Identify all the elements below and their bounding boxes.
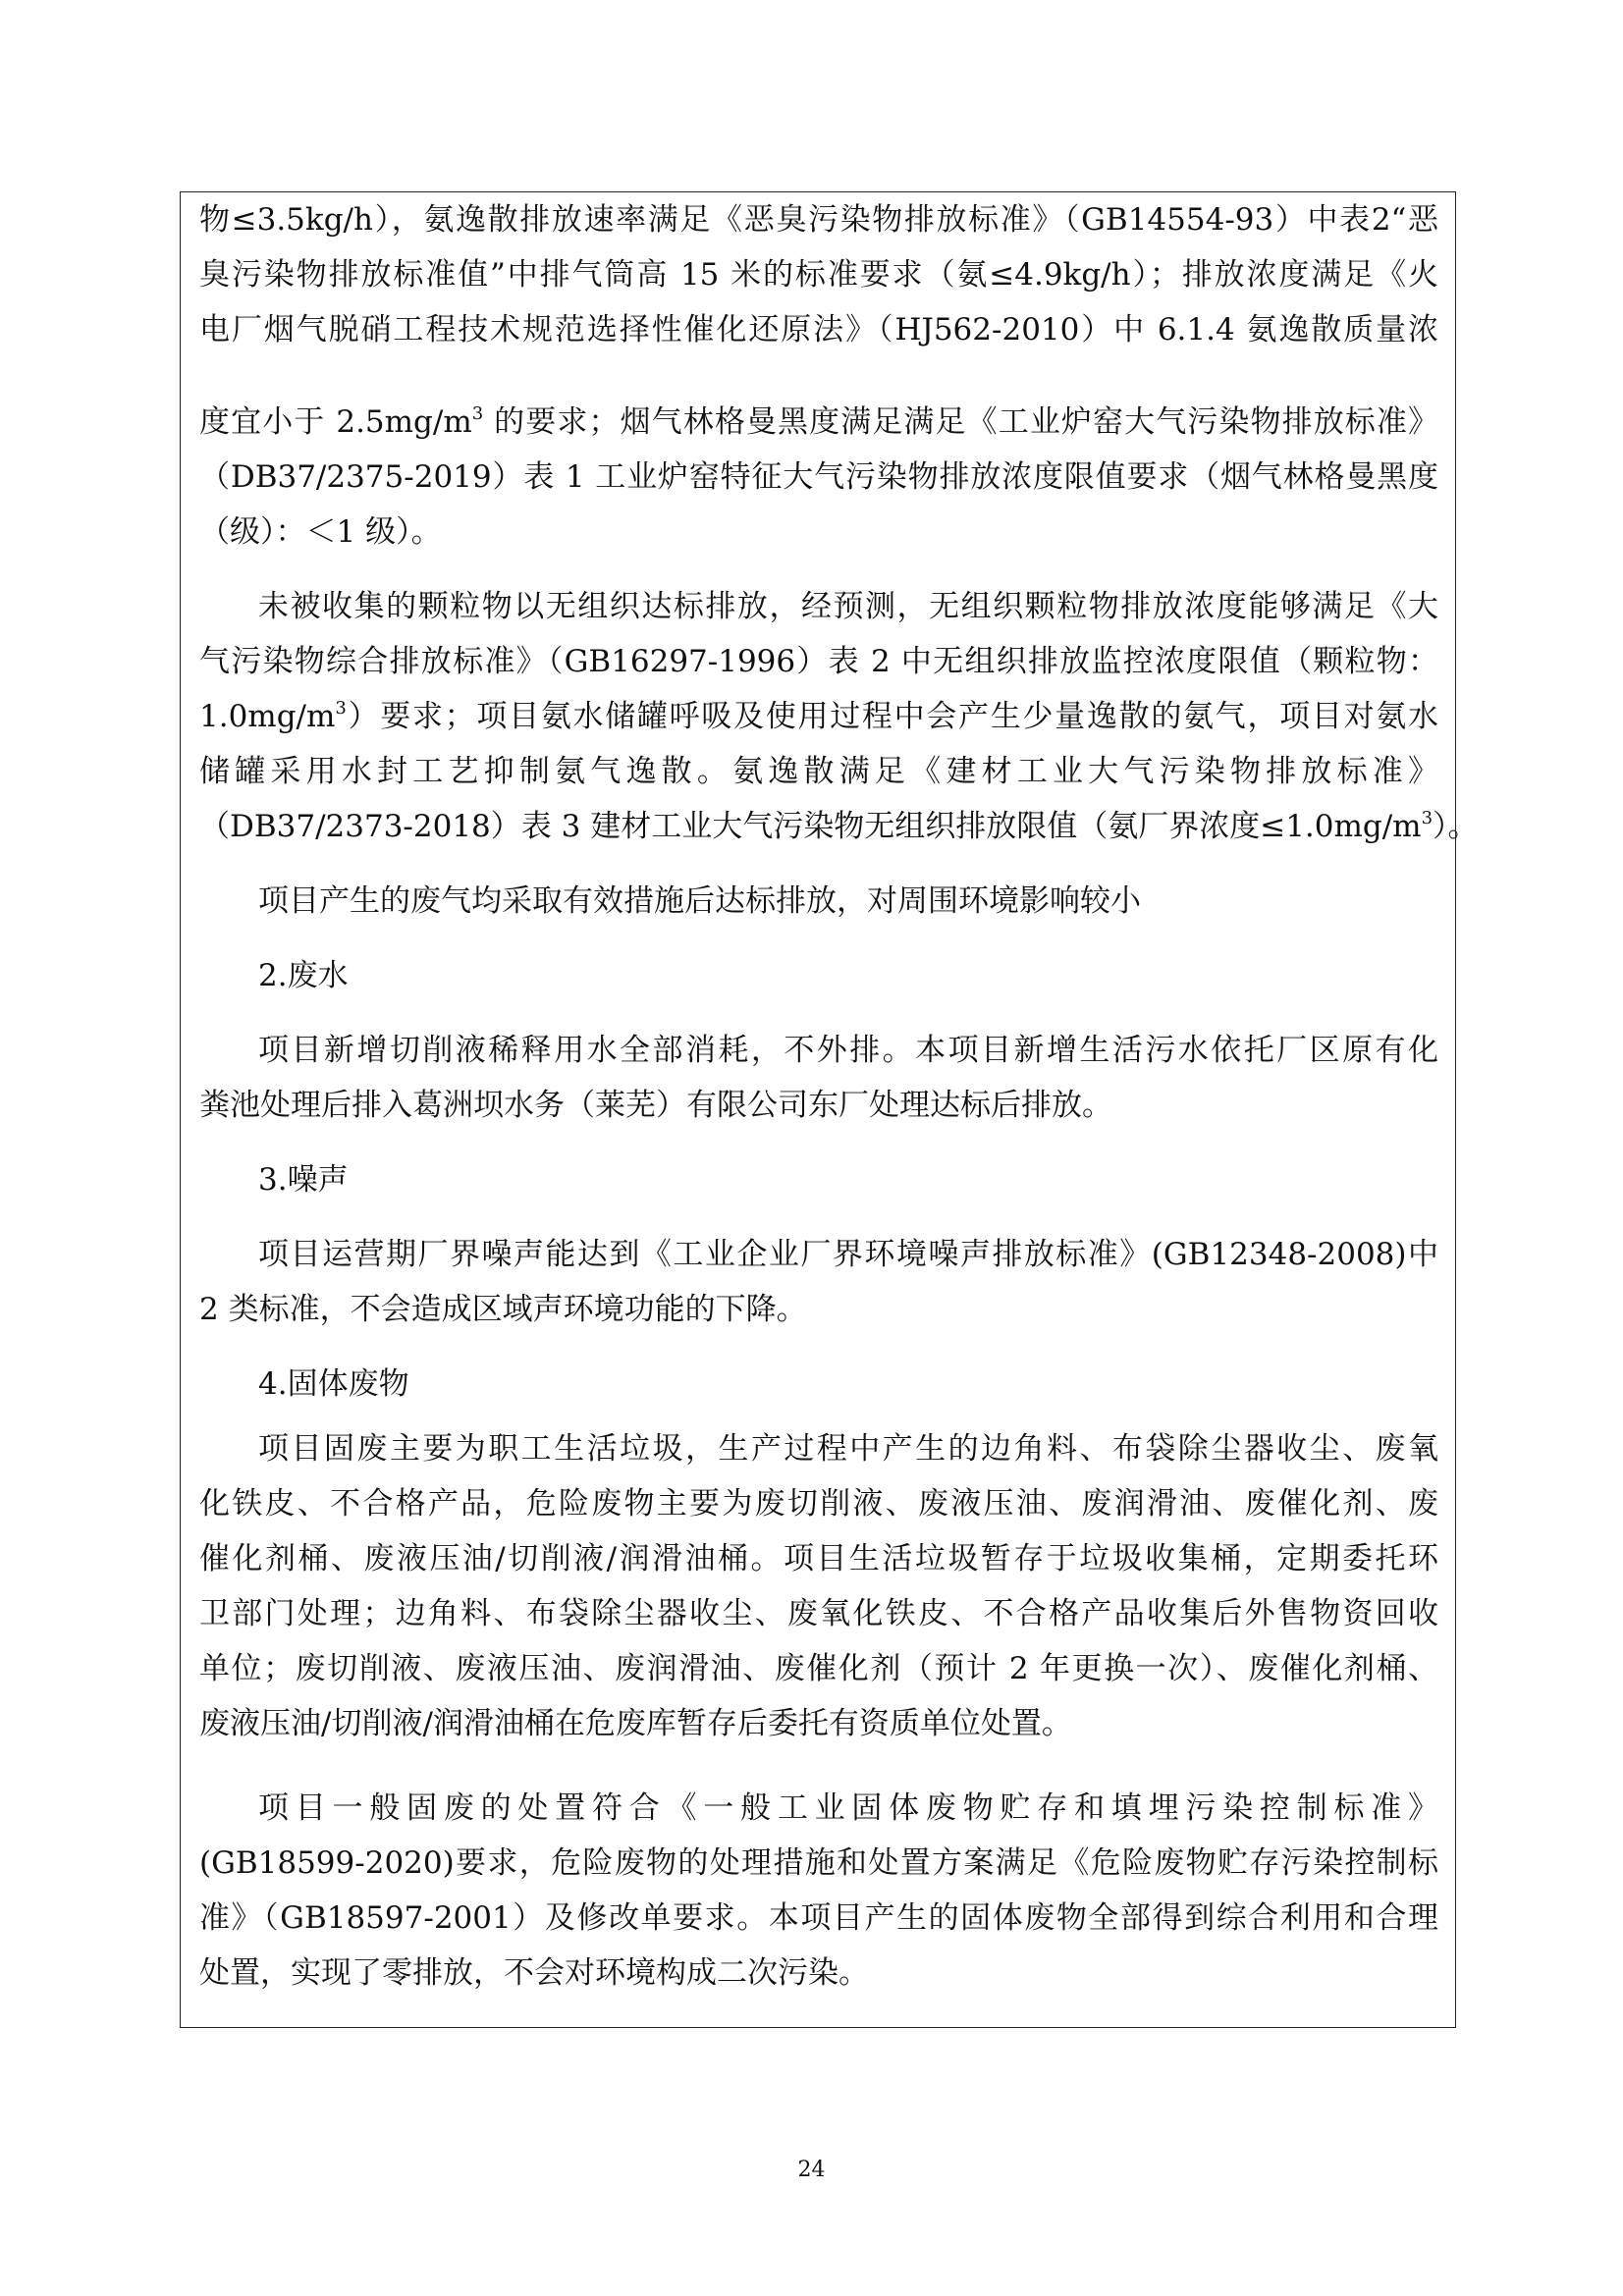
text-line: 催化剂桶、废液压油/切削液/润滑油桶。项目生活垃圾暂存于垃圾收集桶，定期委托环 [199, 1541, 1438, 1576]
text-line [199, 692, 1438, 741]
text-line: 项目一般固废的处置符合《一般工业固体废物贮存和填埋污染控制标准》 [258, 1790, 1438, 1826]
text-line: 项目运营期厂界噪声能达到《工业企业厂界环境噪声排放标准》(GB12348-2008)中 [258, 1237, 1438, 1272]
text-line: 未被收集的颗粒物以无组织达标排放，经预测，无组织颗粒物排放浓度能够满足《大 [258, 589, 1438, 624]
text-segment: 度宜小于 2.5mg/m [199, 404, 472, 440]
text-line: 粪池处理后排入葛洲坝水务（莱芜）有限公司东厂处理达标后排放。 [199, 1088, 1112, 1123]
superscript: 3 [1421, 808, 1434, 828]
text-line: 项目新增切削液稀释用水全部消耗，不外排。本项目新增生活污水依托厂区原有化 [258, 1033, 1438, 1068]
text-line: (GB18599-2020)要求，危险废物的处理措施和处置方案满足《危险废物贮存污染控制标 [199, 1845, 1438, 1881]
text-line: 卫部门处理；边角料、布袋除尘器收尘、废氧化铁皮、不合格产品收集后外售物资回收 [199, 1596, 1438, 1631]
section-heading: 3.噪声 [258, 1162, 349, 1198]
text-line: 准》（GB18597-2001）及修改单要求。本项目产生的固体废物全部得到综合利用和合理 [199, 1900, 1438, 1936]
text-line: （DB37/2375-2019）表 1 工业炉窑特征大气污染物排放浓度限值要求（烟气林格曼黑度 [199, 459, 1438, 495]
text-segment: 的要求；烟气林格曼黑度满足满足《工业炉窑大气污染物排放标准》 [483, 404, 1438, 440]
text-line: 废液压油/切削液/润滑油桶在危废库暂存后委托有资质单位处置。 [199, 1706, 1072, 1741]
text-line: 气污染物综合排放标准》（GB16297-1996）表 2 中无组织排放监控浓度限值（颗粒物： [199, 644, 1438, 679]
section-heading: 4.固体废物 [258, 1366, 409, 1402]
text-line: 储罐采用水封工艺抑制氨气逸散。氨逸散满足《建材工业大气污染物排放标准》 [199, 754, 1438, 789]
text-line: 项目产生的废气均采取有效措施后达标排放，对周围环境影响较小 [258, 883, 1141, 919]
text-line: 项目固废主要为职工生活垃圾，生产过程中产生的边角料、布袋除尘器收尘、废氧 [258, 1431, 1438, 1467]
text-line: 单位；废切削液、废液压油、废润滑油、废催化剂（预计 2 年更换一次）、废催化剂桶、 [199, 1651, 1438, 1686]
text-line: 处置，实现了零排放，不会对环境构成二次污染。 [199, 1955, 869, 1991]
text-line [199, 398, 1438, 447]
text-segment: （DB37/2373-2018）表 3 建材工业大气污染物无组织排放限值（氨厂界浓度≤1.0mg/m [199, 809, 1422, 844]
text-line [199, 802, 1479, 851]
text-line: 物≤3.5kg/h），氨逸散排放速率满足《恶臭污染物排放标准》（GB14554-93）中表2“恶 [199, 202, 1438, 238]
text-segment: 1.0mg/m [199, 699, 336, 734]
text-line: 化铁皮、不合格产品，危险废物主要为废切削液、废液压油、废润滑油、废催化剂、废 [199, 1486, 1438, 1522]
text-line: 电厂烟气脱硝工程技术规范选择性催化还原法》（HJ562-2010）中 6.1.4 氨逸散质量浓 [199, 312, 1438, 347]
superscript: 3 [471, 403, 484, 424]
section-heading: 2.废水 [258, 958, 349, 993]
superscript: 3 [335, 698, 347, 719]
page-number: 24 [797, 2158, 826, 2182]
text-segment: ）要求；项目氨水储罐呼吸及使用过程中会产生少量逸散的氨气，项目对氨水 [346, 699, 1438, 734]
text-segment: ）。 [1433, 809, 1479, 844]
text-line: （级）：＜1 级）。 [199, 514, 442, 550]
text-line: 臭污染物排放标准值”中排气筒高 15 米的标准要求（氨≤4.9kg/h）；排放浓度满足《火 [199, 257, 1438, 293]
text-line: 2 类标准，不会造成区域声环境功能的下降。 [199, 1292, 807, 1327]
